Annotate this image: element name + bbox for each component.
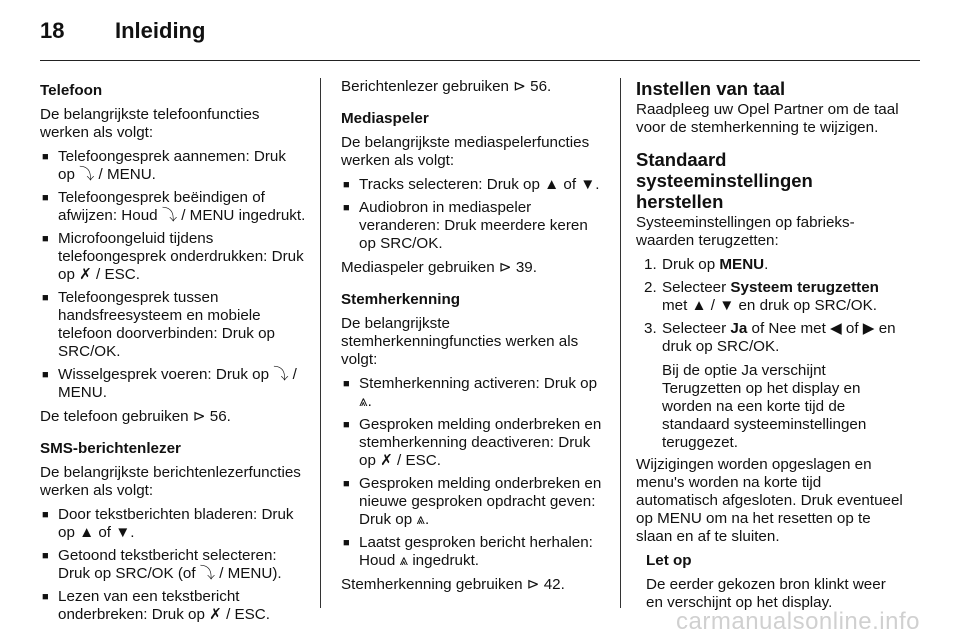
step-text: . <box>764 256 769 273</box>
taal-text: Raadpleeg uw Opel Partner om de taal voor de stemherkenning te wijzigen. <box>636 101 899 136</box>
page-title: Inleiding <box>115 18 206 43</box>
step-number: 3. <box>644 320 657 337</box>
section-heading-mediaspeler: Mediaspeler <box>341 110 429 127</box>
step-keyword: MENU <box>719 256 765 273</box>
list-item: ■ Lezen van een tekstbericht onderbreken: Druk op ✗ / ESC. <box>40 588 306 624</box>
list-item <box>636 279 904 315</box>
heading-instellen-taal: Instellen van taal <box>636 78 786 99</box>
media-reference: Mediaspeler gebruiken ⊳ 39. <box>341 259 537 276</box>
list-item: ■ Telefoongesprek tussen handsfreesysteem en mobiele telefoon doorverbinden: Druk op SRC/OK. <box>40 289 306 361</box>
list-item: ■ Telefoongesprek beëindigen of afwijzen: Houd ⤵ / MENU ingedrukt. <box>40 189 306 225</box>
list-item: ■ Laatst gesproken bericht herhalen: Houd ⩓ ingedrukt. <box>341 534 607 570</box>
step-number: 2. <box>644 279 657 296</box>
media-intro: De belangrijkste mediaspelerfuncties werken als volgt: <box>341 134 590 169</box>
sms-intro: De belangrijkste berichtenlezerfuncties werken als volgt: <box>40 464 301 499</box>
sms-list <box>40 506 306 624</box>
list-item: ■ Door tekstberichten bladeren: Druk op ▲ of ▼. <box>40 506 306 542</box>
column-divider-2 <box>620 78 621 608</box>
media-list <box>341 176 607 253</box>
list-item: ■ Getoond tekstbericht selecteren: Druk op SRC/OK (of ⤵ / MENU). <box>40 547 306 583</box>
berichtenlezer-reference: Berichtenlezer gebruiken ⊳ 56. <box>341 78 552 95</box>
watermark: carmanualsonline.info <box>676 608 920 635</box>
step-text: Druk op <box>662 256 720 273</box>
section-heading-stemherkenning: Stemherkenning <box>341 291 460 308</box>
list-item: ■ Telefoongesprek aannemen: Druk op ⤵ / MENU. <box>40 148 306 184</box>
list-item: ■ Tracks selecteren: Druk op ▲ of ▼. <box>341 176 607 194</box>
column-2 <box>341 78 607 600</box>
telefoon-reference: De telefoon gebruiken ⊳ 56. <box>40 408 231 425</box>
step-number: 1. <box>644 256 657 273</box>
step-text: of Nee met ◀ of ▶ en druk op SRC/OK. <box>662 320 896 355</box>
column-1 <box>40 78 306 630</box>
stem-intro: De belangrijkste stemherkenningfuncties werken als volgt: <box>341 315 579 368</box>
note-text: De eerder gekozen bron klinkt weer en verschijnt op het display. <box>646 576 886 611</box>
step3-detail: Bij de optie Ja verschijnt Terugzetten op het display en worden na een korte tijd de standaard systeeminstellingen teruggezet. <box>662 362 867 451</box>
save-text: Wijzigingen worden opgeslagen en menu's worden na korte tijd automatisch afgesloten. Druk eventueel op MENU om na het resetten op te slaan en af te sluiten. <box>636 456 903 545</box>
step-keyword: Ja <box>730 320 748 337</box>
step-text: met ▲ / ▼ en druk op SRC/OK. <box>662 297 877 314</box>
reset-steps <box>636 256 904 356</box>
note-box <box>636 552 904 612</box>
step-text: Selecteer <box>662 320 731 337</box>
list-item: ■ Audiobron in mediaspeler veranderen: Druk meerdere keren op SRC/OK. <box>341 199 607 253</box>
list-item <box>636 256 904 274</box>
column-3 <box>636 78 904 618</box>
list-item: ■ Wisselgesprek voeren: Druk op ⤵ / MENU. <box>40 366 306 402</box>
reset-intro: Systeeminstellingen op fabrieks-waarden terugzetten: <box>636 214 855 249</box>
section-heading-sms: SMS-berichtenlezer <box>40 440 181 457</box>
step-keyword: Systeem terugzetten <box>730 279 879 296</box>
heading-standaard-herstellen: Standaard systeeminstellingen herstellen <box>636 149 813 212</box>
step-text: Selecteer <box>662 279 731 296</box>
header-divider <box>40 60 920 61</box>
list-item: ■ Gesproken melding onderbreken en nieuwe gesproken opdracht geven: Druk op ⩓. <box>341 475 607 529</box>
page-number: 18 <box>40 18 65 43</box>
list-item: ■ Gesproken melding onderbreken en stemherkenning deactiveren: Druk op ✗ / ESC. <box>341 416 607 470</box>
telefoon-list <box>40 148 306 402</box>
stem-reference: Stemherkenning gebruiken ⊳ 42. <box>341 576 565 593</box>
telefoon-intro: De belangrijkste telefoonfuncties werken als volgt: <box>40 106 260 141</box>
column-divider-1 <box>320 78 321 608</box>
stem-list <box>341 375 607 570</box>
list-item: ■ Stemherkenning activeren: Druk op ⩓. <box>341 375 607 411</box>
page-header <box>40 18 205 50</box>
list-item <box>636 320 904 356</box>
list-item: ■ Microfoongeluid tijdens telefoongesprek onderdrukken: Druk op ✗ / ESC. <box>40 230 306 284</box>
note-heading: Let op <box>646 552 692 569</box>
section-heading-telefoon: Telefoon <box>40 82 103 99</box>
